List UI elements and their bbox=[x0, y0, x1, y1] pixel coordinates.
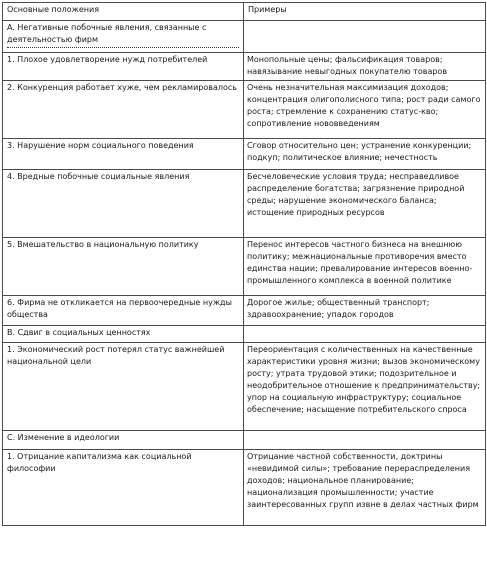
example-cell bbox=[244, 326, 486, 343]
position-cell: 6. Фирма не откликается на первоочередные нужды общества bbox=[3, 296, 244, 326]
position-cell: 3. Нарушение норм социального поведения bbox=[3, 139, 244, 170]
table-row bbox=[3, 296, 486, 326]
table-row bbox=[3, 53, 486, 81]
positions-table bbox=[2, 2, 486, 526]
section-row-a bbox=[3, 21, 486, 53]
table-row bbox=[3, 343, 486, 431]
position-cell: 1. Отрицание капитализма как социальной философии bbox=[3, 450, 244, 526]
position-cell: 2. Конкуренция работает хуже, чем рекламировалось bbox=[3, 81, 244, 139]
table-row bbox=[3, 450, 486, 526]
column-header-positions: Основные положения bbox=[3, 3, 244, 21]
example-cell: Бесчеловеческие условия труда; несправедливое распределение богатства; загрязнение природной среды; нарушение экономического баланса; истощение природных ресурсов bbox=[244, 170, 486, 238]
example-cell bbox=[244, 431, 486, 450]
section-label bbox=[3, 21, 244, 53]
example-cell: Сговор относительно цен; устранение конкуренции; подкуп; политическое влияние; нечестность bbox=[244, 139, 486, 170]
example-cell: Очень незначительная максимизация доходов; концентрация олигополисного типа; рост ради самого роста; стремление к сохранению статус-кво; сопротивление нововведениям bbox=[244, 81, 486, 139]
column-header-examples: Примеры bbox=[244, 3, 486, 21]
section-row-c bbox=[3, 431, 486, 450]
example-cell: Монопольные цены; фальсификация товаров; навязывание невыгодных покупателю товаров bbox=[244, 53, 486, 81]
position-cell: 4. Вредные побочные социальные явления bbox=[3, 170, 244, 238]
table-row bbox=[3, 170, 486, 238]
section-row-b bbox=[3, 326, 486, 343]
table-header-row bbox=[3, 3, 486, 21]
table-row bbox=[3, 139, 486, 170]
example-cell: Отрицание частной собственности, доктрины «невидимой силы»; требование перераспределения доходов; национальное планирование; национализация промышленности; участие заинтересованных групп извне в делах частных фирм bbox=[244, 450, 486, 526]
table-row bbox=[3, 238, 486, 296]
section-title: C. Изменение в идеологии bbox=[3, 431, 244, 450]
table-row bbox=[3, 81, 486, 139]
position-cell: 1. Плохое удовлетворение нужд потребителей bbox=[3, 53, 244, 81]
section-title: B. Сдвиг в социальных ценностях bbox=[3, 326, 244, 343]
example-cell: Перенос интересов частного бизнеса на внешнюю политику; межнациональные противоречия вместо единства нации; превалирование интересов военно-промышленного комплекса в военной политике bbox=[244, 238, 486, 296]
position-cell: 5. Вмешательство в национальную политику bbox=[3, 238, 244, 296]
example-cell: Переориентация с количественных на качественные характеристики уровня жизни; вызов экономическому росту; утрата трудовой этики; подозрительное и неодобрительное отношение к предпринимательству; упор на социальную инфраструктуру; социальное обеспечение; насыщение потребительского спроса bbox=[244, 343, 486, 431]
example-cell bbox=[244, 21, 486, 53]
position-cell: 1. Экономический рост потерял статус важнейшей национальной цели bbox=[3, 343, 244, 431]
section-title: A. Негативные побочные явления, связанные с деятельностью фирм bbox=[7, 22, 239, 48]
example-cell: Дорогое жилье; общественный транспорт; здравоохранение; упадок городов bbox=[244, 296, 486, 326]
